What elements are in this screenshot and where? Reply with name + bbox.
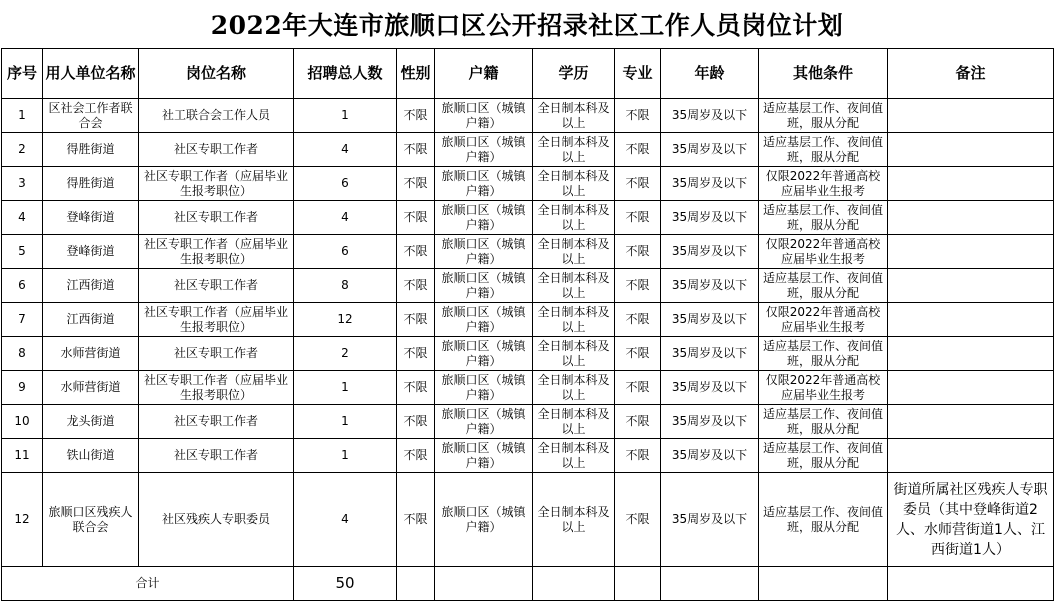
cell-seq: 7 — [2, 303, 43, 337]
cell-hukou: 旅顺口区（城镇户籍） — [435, 201, 533, 235]
cell-other: 适应基层工作、夜间值班，服从分配 — [759, 269, 888, 303]
cell-education: 全日制本科及以上 — [533, 337, 615, 371]
cell-employer: 旅顺口区残疾人联合会 — [43, 473, 139, 567]
cell-age: 35周岁及以下 — [661, 167, 759, 201]
cell-hukou: 旅顺口区（城镇户籍） — [435, 167, 533, 201]
header-employer: 用人单位名称 — [43, 49, 139, 99]
cell-count: 2 — [294, 337, 397, 371]
cell-hukou: 旅顺口区（城镇户籍） — [435, 303, 533, 337]
total-value: 50 — [294, 567, 397, 601]
cell-gender: 不限 — [397, 337, 435, 371]
cell-other: 适应基层工作、夜间值班，服从分配 — [759, 201, 888, 235]
cell-age: 35周岁及以下 — [661, 337, 759, 371]
cell-count: 4 — [294, 473, 397, 567]
cell-employer: 铁山街道 — [43, 439, 139, 473]
cell-gender: 不限 — [397, 269, 435, 303]
cell-count: 6 — [294, 167, 397, 201]
header-hukou: 户籍 — [435, 49, 533, 99]
cell-other: 仅限2022年普通高校应届毕业生报考 — [759, 303, 888, 337]
cell-education: 全日制本科及以上 — [533, 405, 615, 439]
cell-position: 社工联合会工作人员 — [139, 99, 294, 133]
header-major: 专业 — [615, 49, 661, 99]
cell-education: 全日制本科及以上 — [533, 303, 615, 337]
header-education: 学历 — [533, 49, 615, 99]
cell-notes — [888, 235, 1054, 269]
cell-notes — [888, 405, 1054, 439]
header-seq: 序号 — [2, 49, 43, 99]
cell-position: 社区专职工作者 — [139, 337, 294, 371]
cell-major: 不限 — [615, 99, 661, 133]
cell-education: 全日制本科及以上 — [533, 201, 615, 235]
cell-employer: 得胜街道 — [43, 167, 139, 201]
table-row — [2, 405, 1054, 439]
cell-seq: 8 — [2, 337, 43, 371]
table-row — [2, 269, 1054, 303]
table-row — [2, 337, 1054, 371]
cell-gender: 不限 — [397, 303, 435, 337]
cell-age: 35周岁及以下 — [661, 303, 759, 337]
cell-position: 社区专职工作者（应届毕业生报考职位） — [139, 167, 294, 201]
cell-notes — [888, 269, 1054, 303]
cell-education: 全日制本科及以上 — [533, 439, 615, 473]
cell-seq: 6 — [2, 269, 43, 303]
header-age: 年龄 — [661, 49, 759, 99]
positions-table — [1, 48, 1054, 601]
cell-position: 社区专职工作者 — [139, 133, 294, 167]
page-title: 2022年大连市旅顺口区公开招录社区工作人员岗位计划 — [210, 11, 844, 40]
cell-gender: 不限 — [397, 473, 435, 567]
cell-hukou: 旅顺口区（城镇户籍） — [435, 269, 533, 303]
cell-other: 适应基层工作、夜间值班，服从分配 — [759, 439, 888, 473]
cell-gender: 不限 — [397, 405, 435, 439]
cell-education: 全日制本科及以上 — [533, 473, 615, 567]
cell-seq: 10 — [2, 405, 43, 439]
cell-gender: 不限 — [397, 371, 435, 405]
cell-employer: 水师营街道 — [43, 337, 139, 371]
cell-education: 全日制本科及以上 — [533, 167, 615, 201]
cell-hukou: 旅顺口区（城镇户籍） — [435, 99, 533, 133]
cell-major: 不限 — [615, 473, 661, 567]
table-row — [2, 133, 1054, 167]
cell-age: 35周岁及以下 — [661, 133, 759, 167]
cell-age: 35周岁及以下 — [661, 99, 759, 133]
cell-notes — [888, 99, 1054, 133]
cell-other: 适应基层工作、夜间值班，服从分配 — [759, 133, 888, 167]
total-empty-cell — [533, 567, 615, 601]
cell-hukou: 旅顺口区（城镇户籍） — [435, 337, 533, 371]
cell-major: 不限 — [615, 371, 661, 405]
cell-gender: 不限 — [397, 439, 435, 473]
table-row — [2, 99, 1054, 133]
cell-employer: 得胜街道 — [43, 133, 139, 167]
cell-notes — [888, 439, 1054, 473]
cell-count: 1 — [294, 405, 397, 439]
cell-other: 适应基层工作、夜间值班，服从分配 — [759, 99, 888, 133]
cell-major: 不限 — [615, 133, 661, 167]
table-row — [2, 371, 1054, 405]
cell-employer: 登峰街道 — [43, 201, 139, 235]
cell-other: 适应基层工作、夜间值班，服从分配 — [759, 337, 888, 371]
cell-major: 不限 — [615, 235, 661, 269]
cell-employer: 登峰街道 — [43, 235, 139, 269]
cell-age: 35周岁及以下 — [661, 405, 759, 439]
table-row — [2, 473, 1054, 567]
cell-employer: 水师营街道 — [43, 371, 139, 405]
cell-major: 不限 — [615, 201, 661, 235]
cell-employer: 龙头街道 — [43, 405, 139, 439]
total-label: 合计 — [2, 567, 294, 601]
cell-other: 仅限2022年普通高校应届毕业生报考 — [759, 167, 888, 201]
cell-age: 35周岁及以下 — [661, 439, 759, 473]
cell-education: 全日制本科及以上 — [533, 235, 615, 269]
header-other: 其他条件 — [759, 49, 888, 99]
cell-position: 社区残疾人专职委员 — [139, 473, 294, 567]
cell-age: 35周岁及以下 — [661, 371, 759, 405]
cell-age: 35周岁及以下 — [661, 269, 759, 303]
cell-count: 4 — [294, 201, 397, 235]
cell-notes — [888, 167, 1054, 201]
cell-position: 社区专职工作者 — [139, 405, 294, 439]
cell-hukou: 旅顺口区（城镇户籍） — [435, 371, 533, 405]
cell-education: 全日制本科及以上 — [533, 133, 615, 167]
cell-notes: 街道所属社区残疾人专职委员（其中登峰街道2人、水师营街道1人、江西街道1人） — [888, 473, 1054, 567]
total-empty-cell — [759, 567, 888, 601]
table-body — [2, 99, 1054, 567]
cell-major: 不限 — [615, 269, 661, 303]
cell-seq: 2 — [2, 133, 43, 167]
cell-hukou: 旅顺口区（城镇户籍） — [435, 473, 533, 567]
cell-employer: 江西街道 — [43, 269, 139, 303]
table-row — [2, 303, 1054, 337]
cell-notes — [888, 337, 1054, 371]
total-empty-cell — [888, 567, 1054, 601]
cell-education: 全日制本科及以上 — [533, 99, 615, 133]
cell-position: 社区专职工作者（应届毕业生报考职位） — [139, 235, 294, 269]
cell-gender: 不限 — [397, 133, 435, 167]
cell-gender: 不限 — [397, 201, 435, 235]
table-header-row — [2, 49, 1054, 99]
cell-notes — [888, 303, 1054, 337]
cell-other: 仅限2022年普通高校应届毕业生报考 — [759, 371, 888, 405]
table-row — [2, 167, 1054, 201]
total-empty-cell — [397, 567, 435, 601]
cell-hukou: 旅顺口区（城镇户籍） — [435, 133, 533, 167]
cell-count: 1 — [294, 371, 397, 405]
cell-gender: 不限 — [397, 167, 435, 201]
header-notes: 备注 — [888, 49, 1054, 99]
cell-other: 适应基层工作、夜间值班，服从分配 — [759, 473, 888, 567]
total-row — [2, 567, 1054, 601]
cell-education: 全日制本科及以上 — [533, 371, 615, 405]
table-row — [2, 439, 1054, 473]
cell-seq: 4 — [2, 201, 43, 235]
cell-hukou: 旅顺口区（城镇户籍） — [435, 405, 533, 439]
table-row — [2, 235, 1054, 269]
cell-position: 社区专职工作者 — [139, 201, 294, 235]
cell-position: 社区专职工作者（应届毕业生报考职位） — [139, 303, 294, 337]
cell-seq: 3 — [2, 167, 43, 201]
cell-count: 6 — [294, 235, 397, 269]
cell-hukou: 旅顺口区（城镇户籍） — [435, 439, 533, 473]
cell-employer: 区社会工作者联合会 — [43, 99, 139, 133]
cell-gender: 不限 — [397, 99, 435, 133]
cell-seq: 9 — [2, 371, 43, 405]
cell-age: 35周岁及以下 — [661, 201, 759, 235]
cell-age: 35周岁及以下 — [661, 473, 759, 567]
cell-notes — [888, 201, 1054, 235]
cell-seq: 5 — [2, 235, 43, 269]
cell-other: 仅限2022年普通高校应届毕业生报考 — [759, 235, 888, 269]
cell-education: 全日制本科及以上 — [533, 269, 615, 303]
total-empty-cell — [661, 567, 759, 601]
cell-seq: 11 — [2, 439, 43, 473]
cell-major: 不限 — [615, 167, 661, 201]
header-position: 岗位名称 — [139, 49, 294, 99]
cell-notes — [888, 133, 1054, 167]
cell-gender: 不限 — [397, 235, 435, 269]
cell-count: 1 — [294, 439, 397, 473]
total-empty-cell — [435, 567, 533, 601]
cell-major: 不限 — [615, 405, 661, 439]
cell-notes — [888, 371, 1054, 405]
cell-seq: 1 — [2, 99, 43, 133]
cell-major: 不限 — [615, 439, 661, 473]
cell-major: 不限 — [615, 337, 661, 371]
cell-count: 12 — [294, 303, 397, 337]
table-row — [2, 201, 1054, 235]
cell-position: 社区专职工作者 — [139, 439, 294, 473]
cell-count: 1 — [294, 99, 397, 133]
header-gender: 性别 — [397, 49, 435, 99]
cell-position: 社区专职工作者（应届毕业生报考职位） — [139, 371, 294, 405]
cell-count: 8 — [294, 269, 397, 303]
header-count: 招聘总人数 — [294, 49, 397, 99]
cell-count: 4 — [294, 133, 397, 167]
cell-hukou: 旅顺口区（城镇户籍） — [435, 235, 533, 269]
cell-age: 35周岁及以下 — [661, 235, 759, 269]
cell-major: 不限 — [615, 303, 661, 337]
cell-seq: 12 — [2, 473, 43, 567]
total-empty-cell — [615, 567, 661, 601]
cell-employer: 江西街道 — [43, 303, 139, 337]
cell-other: 适应基层工作、夜间值班，服从分配 — [759, 405, 888, 439]
cell-position: 社区专职工作者 — [139, 269, 294, 303]
